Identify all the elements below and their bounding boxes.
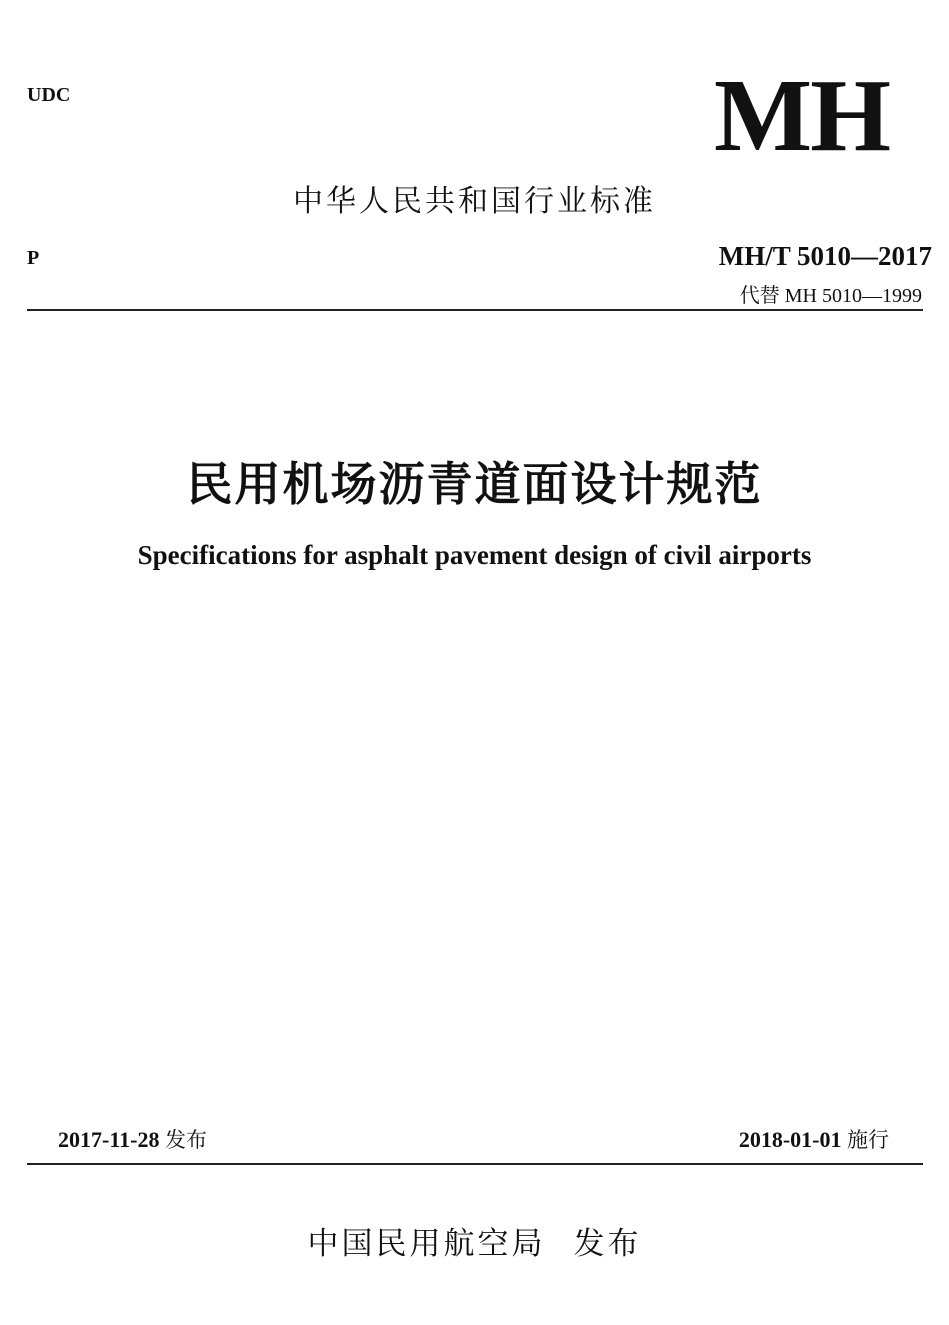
- issue-date: [58, 1124, 207, 1154]
- bottom-divider: [27, 1163, 923, 1165]
- industry-standard-heading: 中华人民共和国行业标准: [293, 184, 656, 219]
- classification-code: P: [27, 247, 40, 269]
- standard-number: MH/T 5010—2017: [718, 241, 932, 271]
- publisher-name: 中国民用航空局: [307, 1226, 546, 1262]
- document-title-english: Specifications for asphalt pavement design of civil airports: [137, 540, 812, 570]
- replaces-standard: 代替 MH 5010—1999: [739, 285, 922, 307]
- implementation-date: [739, 1124, 889, 1154]
- implementation-date-value: 2018-01-01: [738, 1127, 842, 1152]
- mh-logo: MH: [713, 58, 889, 173]
- issue-date-value: 2017-11-28: [58, 1127, 160, 1152]
- udc-label: UDC: [27, 84, 71, 106]
- document-title-chinese: 民用机场沥青道面设计规范: [186, 457, 763, 511]
- top-divider: [27, 309, 923, 311]
- issue-date-suffix: 发布: [164, 1128, 207, 1152]
- publisher-word: 发布: [573, 1226, 642, 1262]
- publisher: [0, 1218, 949, 1263]
- implementation-date-suffix: 施行: [847, 1128, 889, 1152]
